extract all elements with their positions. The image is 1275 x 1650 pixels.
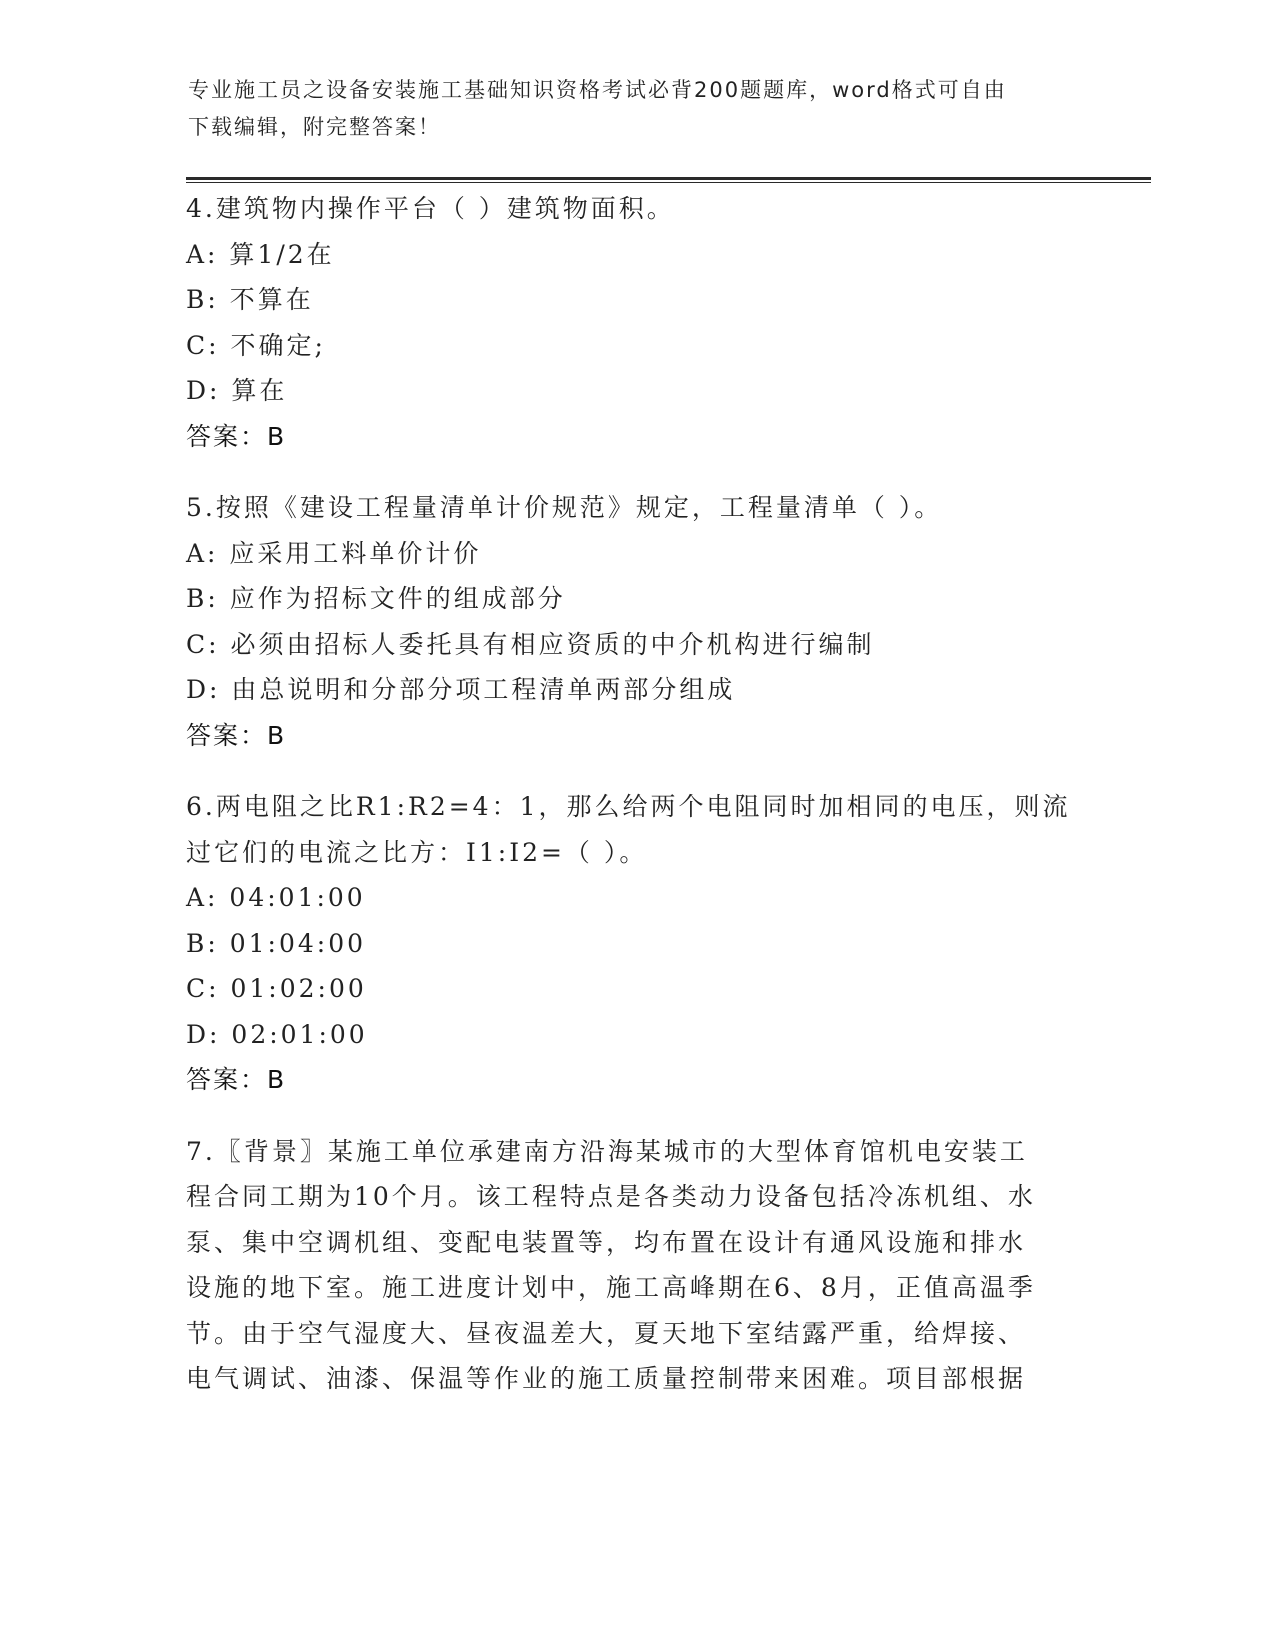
question-stem-line-5: 节。由于空气湿度大、昼夜温差大，夏天地下室结露严重，给焊接、: [186, 1318, 1027, 1348]
question-stem-line-4: 设施的地下室。施工进度计划中，施工高峰期在6、8月，正值高温季: [186, 1273, 1036, 1302]
answer-label: 答案：B: [186, 421, 287, 451]
option-d: D: 02:01:00: [186, 1019, 368, 1049]
document-header: [188, 72, 1068, 146]
option-d: D: 由总说明和分部分项工程清单两部分组成: [186, 675, 736, 704]
question-stem-line-1: 6.两电阻之比R1:R2=4：1，那么给两个电阻同时加相同的电压，则流: [186, 792, 1071, 821]
option-c: C: 01:02:00: [186, 974, 367, 1003]
answer-label: 答案：B: [186, 720, 287, 750]
question-5: [186, 485, 1066, 758]
question-stem-line-1: 7.〖背景〗某施工单位承建南方沿海某城市的大型体育馆机电安装工: [186, 1136, 1028, 1166]
header-divider-thick: [186, 177, 1151, 180]
option-a: A: 算1/2在: [186, 239, 335, 269]
question-stem-line-3: 泵、集中空调机组、变配电装置等，均布置在设计有通风设施和排水: [186, 1227, 1027, 1257]
option-d: D: 算在: [186, 376, 288, 405]
option-c: C: 不确定;: [186, 330, 326, 360]
header-line-1: 专业施工员之设备安装施工基础知识资格考试必背200题题库，word格式可自由: [188, 78, 1007, 102]
question-stem: 5.按照《建设工程量清单计价规范》规定，工程量清单（ ）。: [186, 493, 943, 522]
question-stem-line-2: 程合同工期为10个月。该工程特点是各类动力设备包括冷冻机组、水: [186, 1182, 1036, 1211]
option-c: C: 必须由招标人委托具有相应资质的中介机构进行编制: [186, 629, 875, 659]
question-stem: 4.建筑物内操作平台（ ）建筑物面积。: [186, 194, 675, 223]
header-line-2: 下载编辑，附完整答案！: [188, 115, 441, 139]
option-a: A: 应采用工料单价计价: [186, 538, 482, 568]
option-b: B: 应作为招标文件的组成部分: [186, 584, 566, 613]
option-b: B: 不算在: [186, 285, 314, 314]
question-6: [186, 784, 1071, 1103]
answer-label: 答案：B: [186, 1065, 287, 1094]
question-stem-line-2: 过它们的电流之比方：I1:I2=（ ）。: [186, 837, 648, 867]
option-b: B: 01:04:00: [186, 928, 367, 958]
question-4: [186, 186, 1066, 459]
question-7: [186, 1129, 1066, 1402]
header-divider-thin: [186, 182, 1151, 183]
option-a: A: 04:01:00: [186, 883, 366, 912]
question-list: [186, 186, 1071, 1428]
question-stem-line-6: 电气调试、油漆、保温等作业的施工质量控制带来困难。项目部根据: [186, 1364, 1027, 1393]
